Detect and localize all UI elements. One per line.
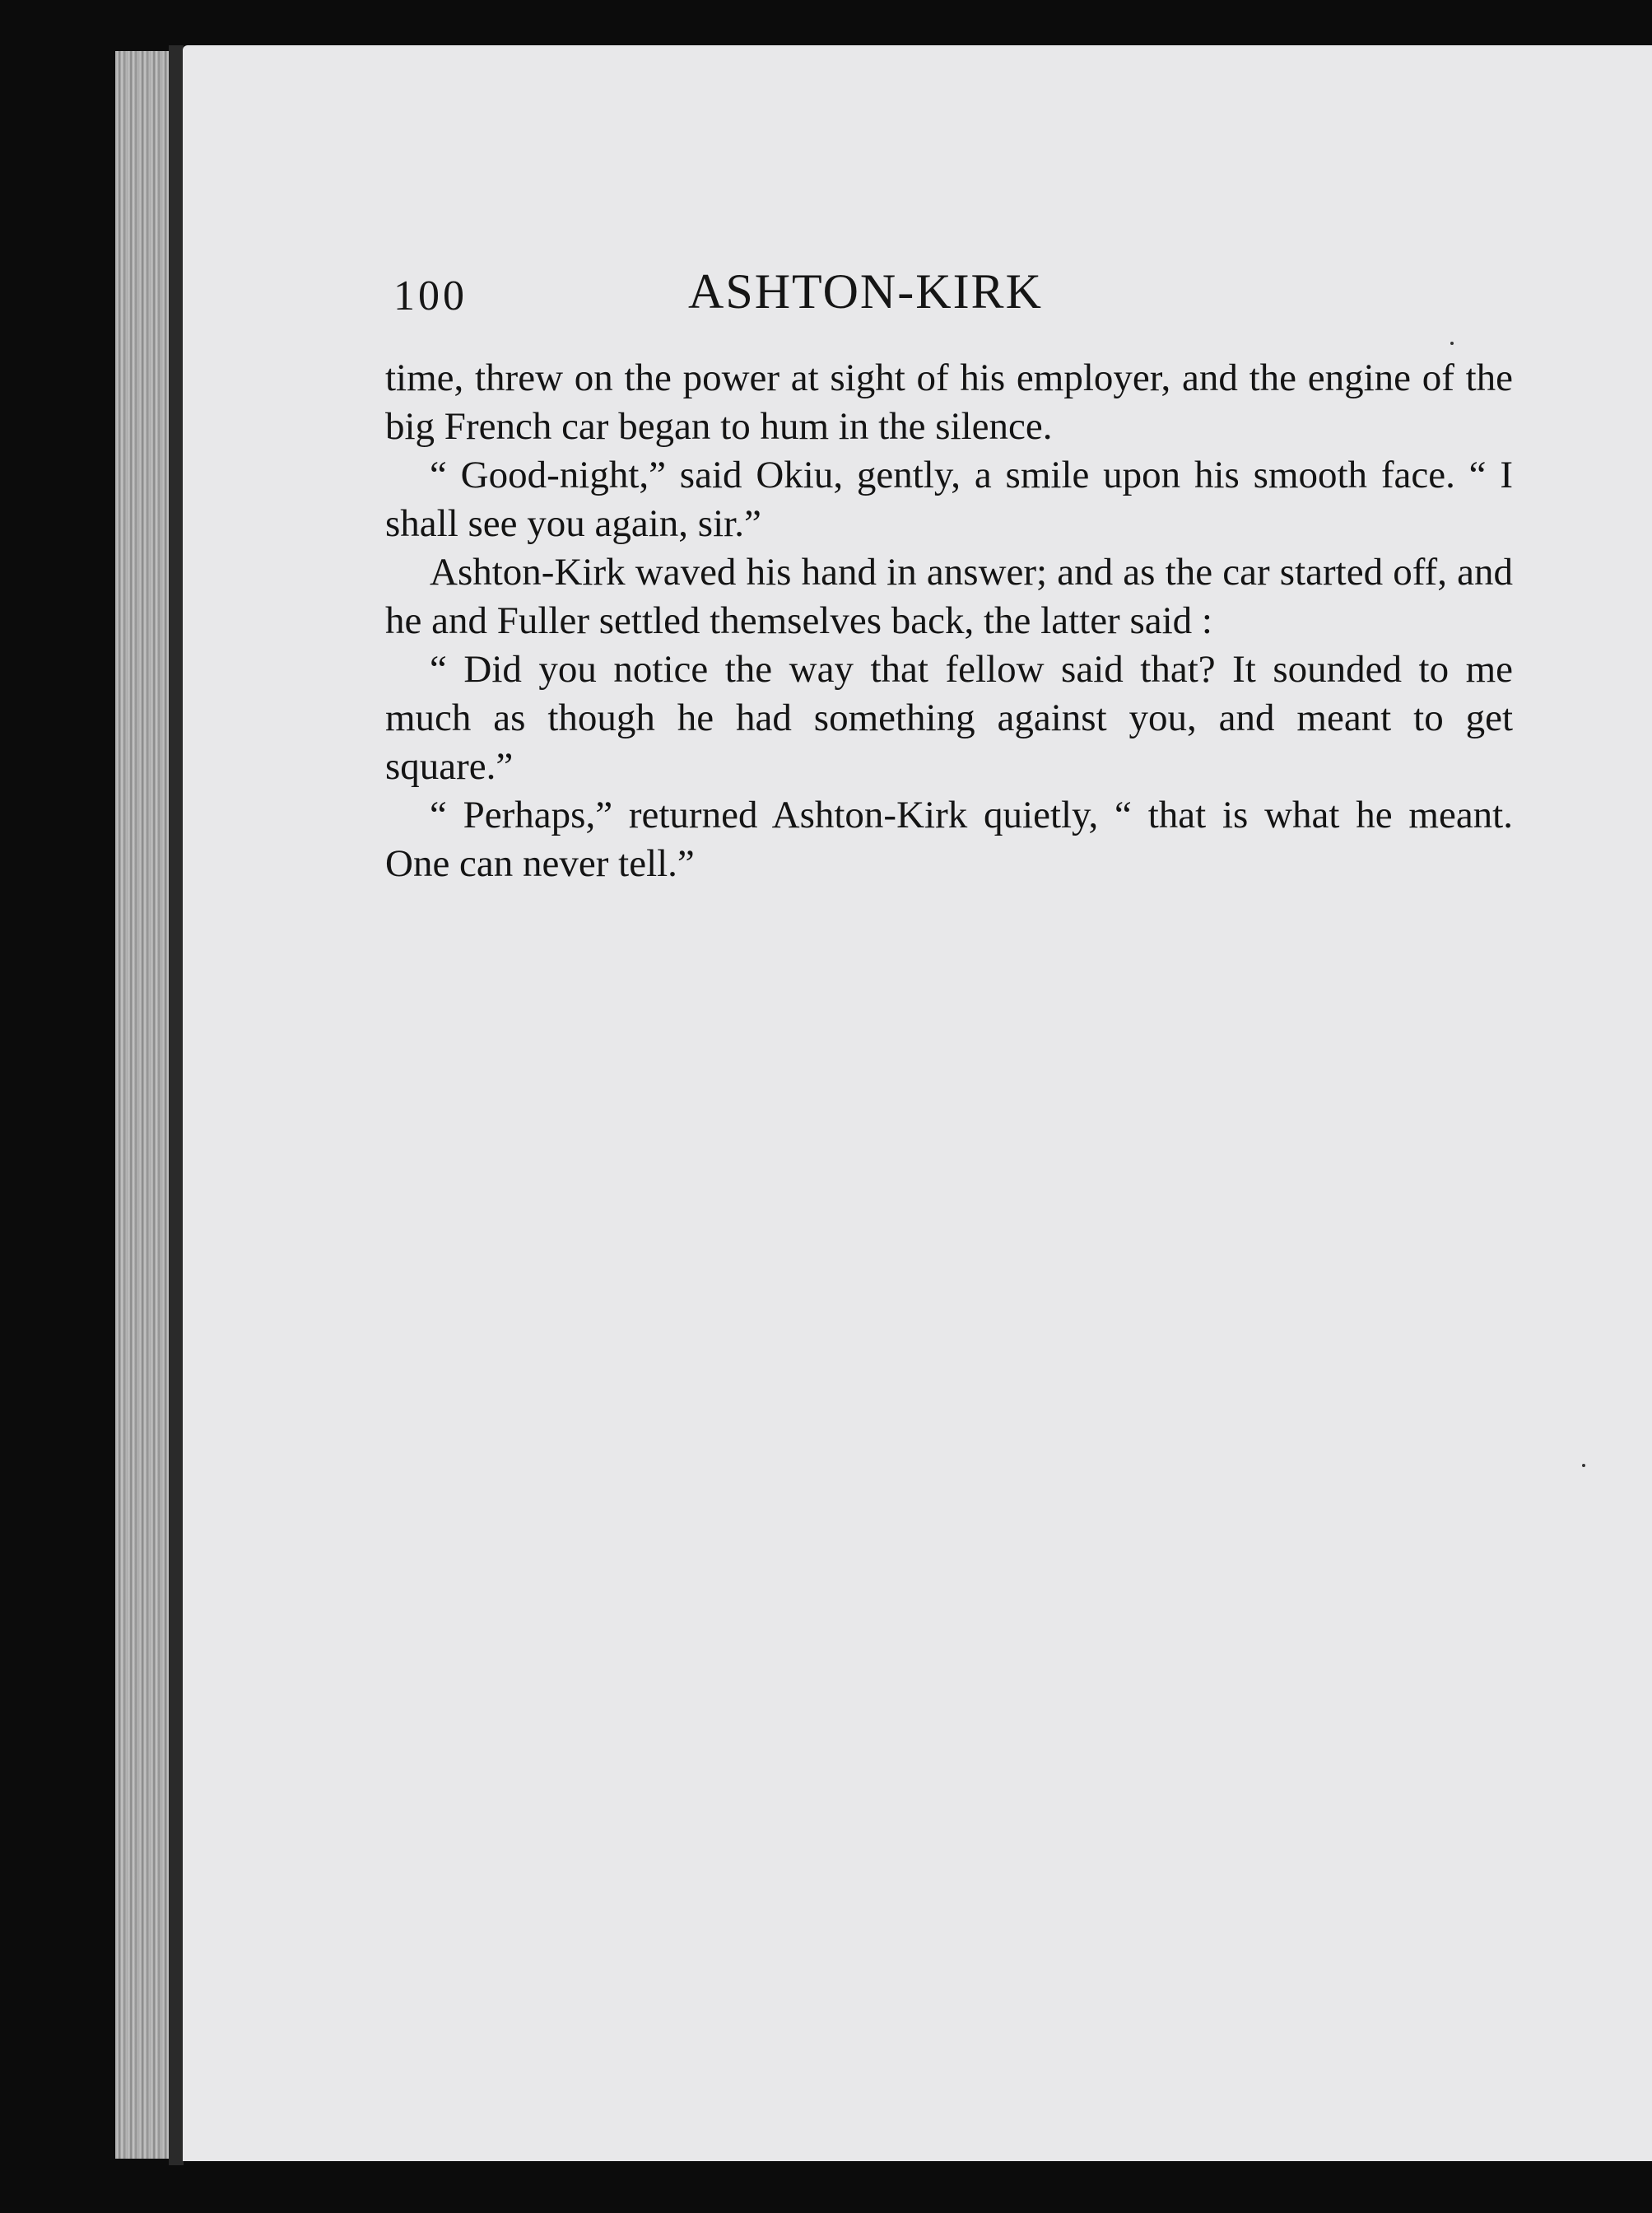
binding-shadow [169, 45, 184, 2165]
paragraph: “ Perhaps,” returned Ashton-Kirk quietly, “ that is what he meant. One can never tell.” [385, 794, 1513, 885]
paragraph: time, threw on the power at sight of his employer, and the engine of the big French car began to hum in the silence. [385, 356, 1513, 448]
paragraph: Ashton-Kirk waved his hand in answer; and as the car started off, and he and Fuller settled themselves back, the latter said : [385, 551, 1513, 642]
paragraph: “ Did you notice the way that fellow said that? It sounded to me much as though he had something against you, and meant to get square.” [385, 648, 1513, 788]
page-edge [115, 51, 173, 2159]
running-title: ASHTON-KIRK [688, 264, 1043, 319]
page-header [393, 237, 1249, 352]
ink-speck [1582, 1464, 1585, 1467]
paragraph: “ Good-night,” said Okiu, gently, a smile upon his smooth face. “ I shall see you again, sir.” [385, 454, 1513, 545]
ink-speck [1450, 342, 1454, 345]
body-text [385, 354, 1513, 888]
page-number: 100 [393, 273, 468, 319]
